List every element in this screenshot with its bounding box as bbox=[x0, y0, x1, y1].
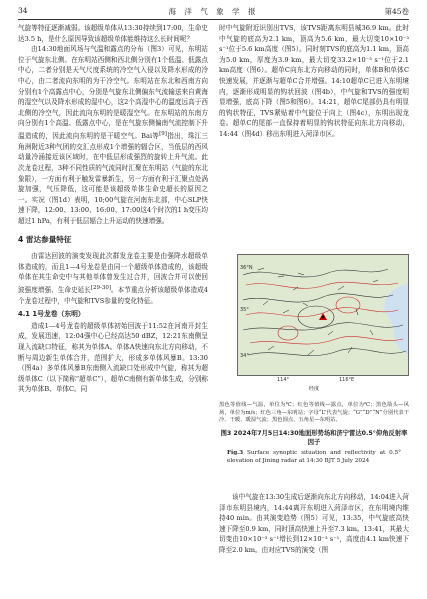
surface-map-graphic bbox=[238, 255, 408, 375]
figure-note: 黑色等值线—气温，单位为℃；红色等值线—露点，单位为℃；黑色箭头—风场，单位为m/s；红色三角—东明站；字母“L”代表气旋；“G”“D”“N”分别代表干冷、干暖、暖湿气流；黑色圆点、五角星—东明站。 bbox=[219, 402, 409, 423]
citation: [29-30] bbox=[90, 284, 112, 291]
journal-title: 海 洋 气 象 学 报 bbox=[168, 7, 259, 16]
figure-caption-en bbox=[219, 449, 409, 465]
paragraph-text: 由雷达回波的演变发现此次群发龙卷主要是由强降水超级单体造成的，而且1—4号龙卷是由同一个超级单体造成的，该超级单体在其生命史中与其他单体曾发生过合并，回波合并可以使回波强度增强、生命史延长 bbox=[18, 252, 208, 295]
paragraph bbox=[18, 44, 208, 226]
right-column-top bbox=[219, 23, 409, 140]
lat-label: 34° bbox=[240, 353, 249, 359]
axis-title: 经度 bbox=[308, 386, 320, 392]
citation: [9] bbox=[159, 130, 167, 137]
figure-label: Fig.3 bbox=[227, 449, 244, 456]
paragraph-text: 。本节重点分析该超级单体造成4个龙卷过程中，中气旋和TVS参量的变化特征。 bbox=[18, 286, 208, 305]
paragraph: 该中气旋在13:30生成后逐渐向东北方向移动，14:04进入菏泽市东明县境内，14:44离开东明进入菏泽市区，在东明境内维持40 min。由其演变趋势（图5）可见，13:35，中气旋底高快速下降至0.9 km，同时顶高快速上升至7.3 km。13:41，其最大切变由10×10⁻³ s⁻¹增长到12×10⁻³ s⁻¹，高度由4.1 km快速下降至2.0 km。由对应TVS的演变（图 bbox=[219, 493, 409, 554]
figure-map bbox=[237, 254, 409, 376]
volume-label: 第45卷 bbox=[384, 7, 409, 16]
page-header bbox=[18, 6, 409, 18]
paragraph: 气旋等特征逐渐减弱。该超级单体从13:30持续到17:00，生命史达3.5 h，是什么原因导致该超级单体能维持这么长时间呢？ bbox=[18, 24, 208, 43]
paragraph bbox=[18, 251, 208, 306]
left-column bbox=[18, 23, 208, 395]
page-number: 34 bbox=[18, 6, 28, 15]
figure-3 bbox=[219, 254, 409, 465]
paragraph: 造成1—4号龙卷的超级单体初始回波于11:52在河南开封生成，发展迅速，12:04强中心已经高达50 dBZ，12:21东南侧呈现入流缺口特征，称其为单体A。单体A快速向东北方向移动，不断与周边新生单体合并，范围扩大，形成多单体风暴B。13:30（图4a）多单体风暴B东南侧入流缺口处形成中气旋，称其为超级单体C（以下简称“超单C”），超单C南侧有新单体生成，分别称其为单体B、单体C。同 bbox=[18, 321, 209, 394]
subsection-heading: 4.1 1号龙卷（东明） bbox=[18, 310, 85, 319]
section-heading: 4 雷达参量特征 bbox=[18, 235, 72, 245]
lon-label: 116°E bbox=[339, 377, 355, 383]
figure-caption-cn: 图3 2024年7月5日14:30地面形势场和济宁雷达0.5°仰角反射率因子 bbox=[220, 429, 408, 446]
paragraph-text: 指出，珠江三角洲附近3种气团的交汇点形成1个增强的辐合区，当低层的西风动量冷涌接近该区域时，在中低层形成强烈的旋转上升气流。此次龙卷过程，3种不同性质的气流同时汇聚在东明站（气旋的东北象限），一方面有利于触发雷暴新生，另一方面有利于汇聚点处涡旋加强，气压降低，这可能是该超级单体生命史超长的原因之一。实况（图1d）表明，10;00气旋在河南东北部，中心SLP快速下降，12:00、13:00、16:00、17:00这4个时次的1 h变压均超过1 hPa，有利于低层辐合上升运动的快速增强。 bbox=[18, 132, 209, 225]
figure-caption-text: Surface synoptic situation and reflectivity at 0.5° elevation of Jining radar at 14:30 BJT 5 July 2024 bbox=[227, 449, 401, 464]
lon-label: 114° bbox=[277, 377, 290, 383]
paragraph-text: 由14:30地面风场与气温和露点的分布（图3）可见，东明站位于气旋东北侧。在东明站西侧和西北侧分别有1个低温、低露点中心，二者分别是天气尺度系统的冷空气入侵以及降水形成的冷中心，由二者流向东明的为干冷空气。东明站在东北和西南方向分别有1个高露点中心，分别是气旋东北侧偏东气流输送来自黄海的湿空气以及降水形成的湿中心，这2个高湿中心的温度远高于西北侧的冷空气，因此流向东明的是暖湿空气。在东明站的东南方向分别有1个高温、低露点中心，是在气旋东侧偏南气流控制下升温造成的，因此流向东明的是干暖空气。Bai等 bbox=[18, 45, 208, 141]
header-rule bbox=[18, 19, 409, 20]
right-column-bottom bbox=[219, 492, 409, 556]
lat-label: 36°N bbox=[240, 265, 253, 271]
lat-label: 35° bbox=[240, 307, 249, 313]
paragraph: 时中气旋附近识别出TVS，该TVS距离东明县城36.9 km。此时中气旋的底高为2.1 km，顶高为5.6 km，最大切变10×10⁻³ s⁻¹位于5.6 km高度（图5）。同时刻TVS的底高为1.1 km，顶高为5.0 km，厚度为3.9 km，最大切变33.2×10⁻³ s⁻¹位于2.1 km高度（图6）。超单C向东北方向移动的同时，单体B和单体C快速发展，并逐渐与超单C合并增强。14:10超单C已进入东明境内，逐渐形成明显的钩状回波（图4b），中气旋和TVS的强度明显增强，底高下降（图5和图6）。14:21，超单C尾部仍具有明显的钩状特征，TVS紧贴着中气旋位于向上（图4c），东明出现龙卷。超单C的尾部一直保持着明显的钩状特征向东北方向移动，14:44（图4d）移出东明进入菏泽市区。 bbox=[219, 24, 409, 138]
